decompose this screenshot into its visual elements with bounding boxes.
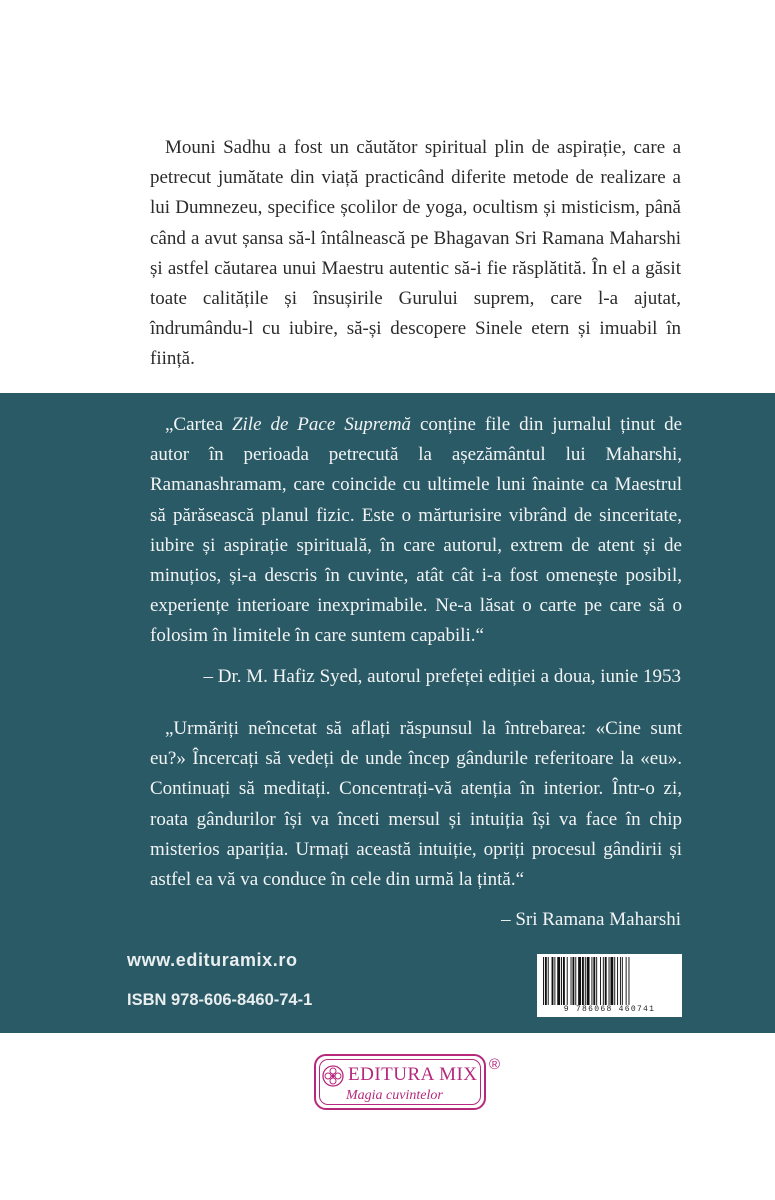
barcode-digits: 9 786068 460741	[563, 1005, 656, 1014]
isbn-number: ISBN 978-606-8460-74-1	[127, 991, 313, 1009]
quote-ramana: „Urmăriți neîncetat să aflați răspunsul la întrebarea: «Cine sunt eu?» Încercați să vedeți de unde încep gândurile referitoare la «eu». Continuați să meditați. Concentrați-vă atenția în interior. Într-o zi, roata gândurilor își va înceti mersul și intuiția își va face în chip misterios apariția. Urmați această intuiție, opriți procesul gândirii și astfel ea vă va conduce în cele din urmă la țintă.“	[150, 718, 682, 891]
quote2-attribution: – Sri Ramana Maharshi	[501, 909, 681, 930]
top-section	[0, 0, 775, 393]
quote1-attribution: – Dr. M. Hafiz Syed, autorul prefeței ediției a doua, iunie 1953	[203, 666, 681, 687]
publisher-logo	[314, 1054, 486, 1110]
logo-tagline: Magia cuvintelor	[346, 1088, 443, 1103]
website-url: www.edituramix.ro	[127, 950, 298, 970]
quote-maharshi-preface	[150, 410, 682, 652]
logo-title: EDITURA MIX	[348, 1064, 478, 1085]
book-title: Zile de Pace Supremă	[231, 414, 412, 435]
quote1-prefix: „Cartea	[165, 414, 232, 435]
flower-icon	[322, 1065, 344, 1087]
barcode	[537, 954, 682, 1017]
barcode-bars	[542, 957, 677, 1005]
registered-mark: ®	[489, 1056, 501, 1073]
intro-paragraph: Mouni Sadhu a fost un căutător spiritual plin de aspirație, care a petrecut jumătate din viață practicând diferite metode de realizare a lui Dumnezeu, specifice școlilor de yoga, ocultism și misticism, până când a avut șansa să-l întâlnească pe Bhagavan Sri Ramana Maharshi și astfel căutarea unui Maestru autentic să-i fie răsplătită. În el a găsit toate calitățile și însușirile Gurului suprem, care l-a ajutat, îndrumându-l cu iubire, să-și descopere Sinele etern și imuabil în ființă.	[150, 137, 681, 370]
quote1-text: conține file din jurnalul ținut de autor în perioada petrecută la așezământul lui Maharshi, Ramanashramam, care coincide cu ultimele luni înainte ca Maestrul să părăsească planul fizic. Este o mărturisire vibrând de sinceritate, iubire și aspirație spirituală, în care autorul, extrem de atent și de minuțios, și-a descris în cuvinte, atât cât i-a fost omenește posibil, experiențe interioare inexprimabile. Ne-a lăsat o carte pe care să o folosim în limitele în care suntem capabili.“	[150, 414, 683, 647]
